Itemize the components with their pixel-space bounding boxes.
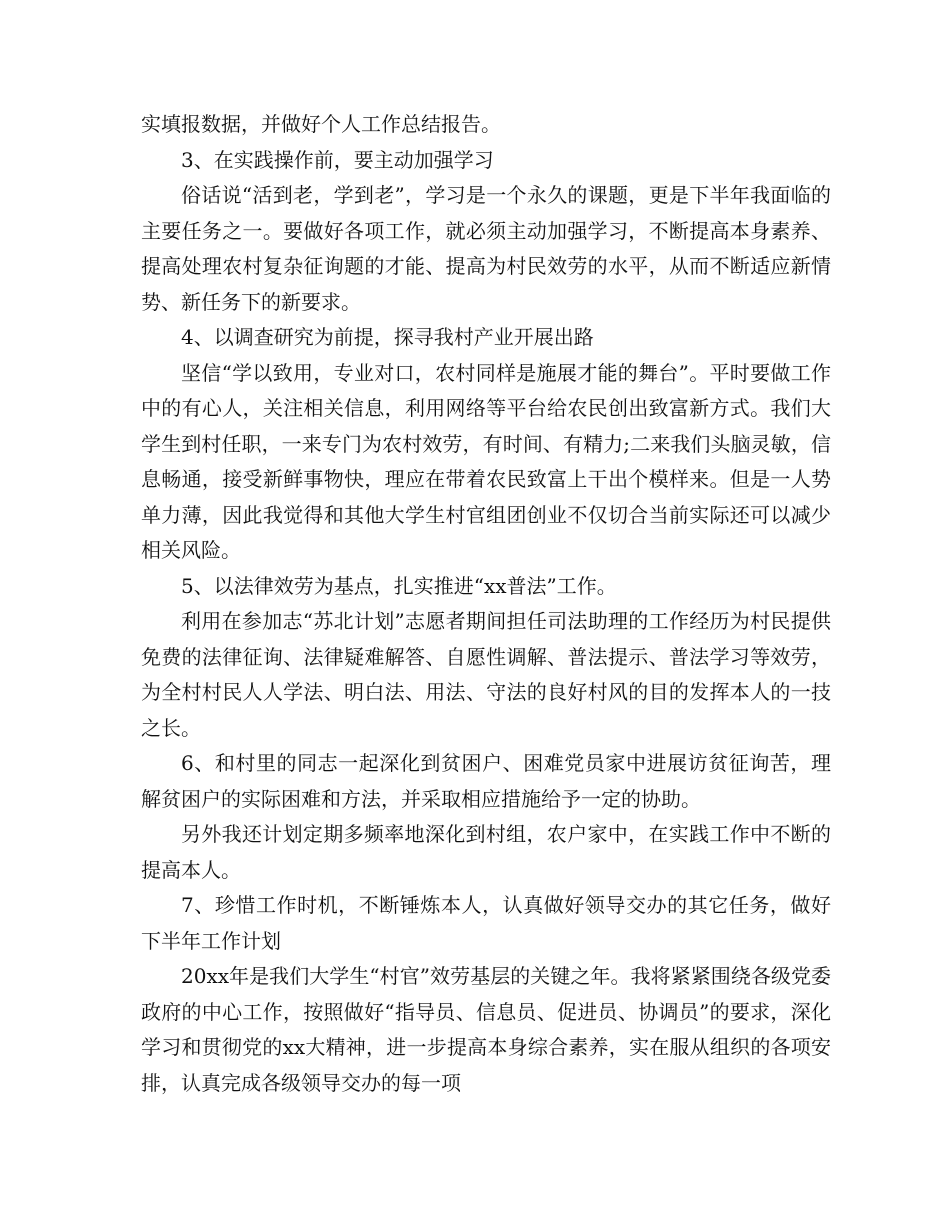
paragraph-continuation: 实填报数据，并做好个人工作总结报告。 <box>141 112 501 136</box>
paragraph: 利用在参加志“苏北计划”志愿者期间担任司法助理的工作经历为村民提供免费的法律征询、法律疑难解答、自愿性调解、普法提示、普法学习等效劳，为全村村民人人学法、明白法、用法、守法的良好村风的目的发挥本人的一技之长。 <box>141 609 831 740</box>
paragraph: 20xx年是我们大学生“村官”效劳基层的关键之年。我将紧紧围绕各级党委政府的中心工作，按照做好“指导员、信息员、促进员、协调员”的要求，深化学习和贯彻党的xx大精神，进一步提高本身综合素养，实在服从组织的各项安排，认真完成各级领导交办的每一项 <box>141 964 831 1095</box>
paragraph: 坚信“学以致用，专业对口，农村同样是施展才能的舞台”。平时要做工作中的有心人，关注相关信息，利用网络等平台给农民创出致富新方式。我们大学生到村任职，一来专门为农村效劳，有时间、有精力;二来我们头脑灵敏，信息畅通，接受新鲜事物快，理应在带着农民致富上干出个模样来。但是一人势单力薄，因此我觉得和其他大学生村官组团创业不仅切合当前实际还可以减少相关风险。 <box>141 360 831 562</box>
heading-item-7: 7、珍惜工作时机，不断锤炼本人，认真做好领导交办的其它任务，做好下半年工作计划 <box>141 893 831 953</box>
paragraph: 另外我还计划定期多频率地深化到村组，农户家中，在实践工作中不断的提高本人。 <box>141 822 831 882</box>
heading-item-4: 4、以调查研究为前提，探寻我村产业开展出路 <box>181 325 594 349</box>
heading-item-5: 5、以法律效劳为基点，扎实推进“xx普法”工作。 <box>181 573 617 598</box>
heading-item-3: 3、在实践操作前，要主动加强学习 <box>181 147 494 172</box>
heading-item-6: 6、和村里的同志一起深化到贫困户、困难党员家中进展访贫征询苦，理解贫困户的实际困难和方法，并采取相应措施给予一定的协助。 <box>141 751 831 811</box>
document-body <box>141 107 831 1101</box>
paragraph: 俗话说“活到老，学到老”，学习是一个永久的课题，更是下半年我面临的主要任务之一。要做好各项工作，就必须主动加强学习，不断提高本身素养、提高处理农村复杂征询题的才能、提高为村民效劳的水平，从而不断适应新情势、新任务下的新要求。 <box>141 183 831 314</box>
